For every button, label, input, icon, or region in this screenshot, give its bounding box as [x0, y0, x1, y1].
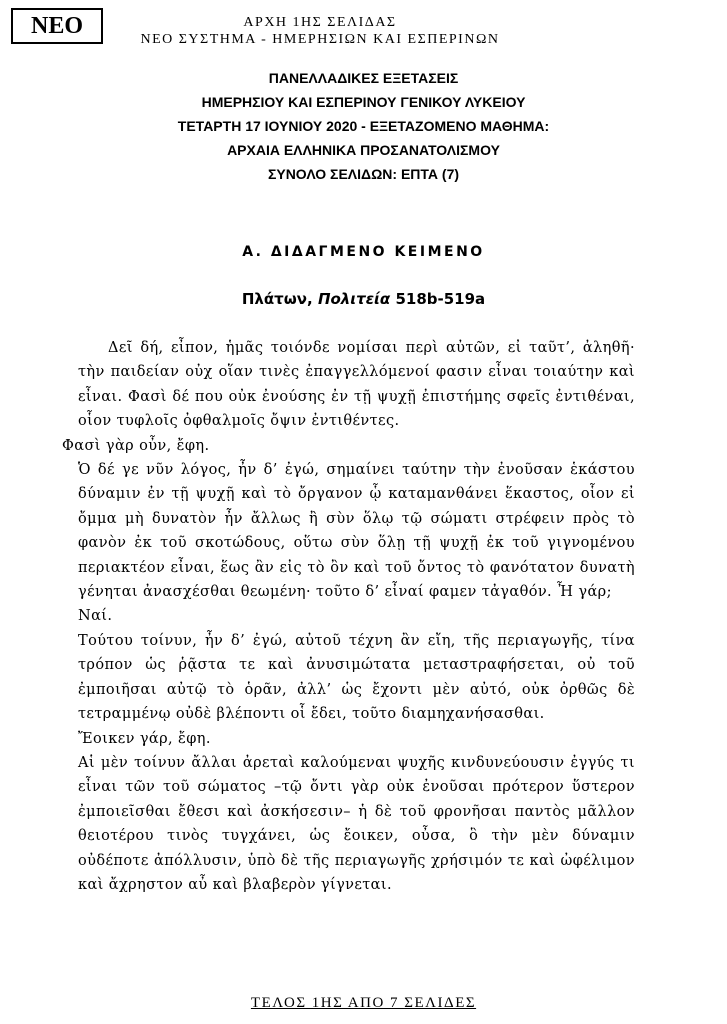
text-paragraph: Τούτου τοίνυν, ἦν δ’ ἐγώ, αὐτοῦ τέχνη ἂν εἴη, τῆς περιαγωγῆς, τίνα τρόπον ὡς ῥᾷστα τε καὶ ἀνυσιμώτατα μεταστραφήσεται, οὐ τοῦ ἐμποιῆσαι αὐτῷ τὸ ὁρᾶν, ἀλλ’ ὡς ἔχοντι μὲν αὐτό, οὐκ ὀρθῶς δὲ τετραμμένῳ οὐδὲ βλέποντι οἷ ἔδει, τοῦτο διαμηχανήσασθαι.: [78, 632, 635, 723]
ancient-text: [62, 336, 635, 897]
text-paragraph: Αἱ μὲν τοίνυν ἄλλαι ἀρεταὶ καλούμεναι ψυχῆς κινδυνεύουσιν ἐγγύς τι εἶναι τῶν τοῦ σώματος –τῷ ὄντι γὰρ οὐκ ἐνοῦσαι πρότερον ὕστερον ἐμποιεῖσθαι ἔθεσι καὶ ἀσκήσεσιν– ἡ δὲ τοῦ φρονῆσαι παντὸς μᾶλλον θειοτέρου τινὸς τυγχάνει, ὡς ἔοικεν, οὖσα, ὃ τὴν μὲν δύναμιν οὐδέποτε ἀπόλλυσιν, ὑπὸ δὲ τῆς περιαγωγῆς χρήσιμόν τε καὶ ὠφέλιμον καὶ ἄχρηστον αὖ καὶ βλαβερὸν γίγνεται.: [78, 754, 635, 893]
page-footer: ΤΕΛΟΣ 1ΗΣ ΑΠΟ 7 ΣΕΛΙΔΕΣ: [250, 995, 477, 1011]
exam-school-type: ΗΜΕΡΗΣΙΟΥ ΚΑΙ ΕΣΠΕΡΙΝΟΥ ΓΕΝΙΚΟΥ ΛΥΚΕΙΟΥ: [201, 94, 526, 110]
text-paragraph: Φασὶ γὰρ οὖν, ἔφη.: [62, 437, 210, 454]
source-work: Πολιτεία: [317, 290, 391, 308]
text-source: [0, 290, 727, 308]
new-system-badge: ΝΕΟ: [11, 8, 103, 44]
text-paragraph: Ὁ δέ γε νῦν λόγος, ἦν δ’ ἐγώ, σημαίνει ταύτην τὴν ἐνοῦσαν ἑκάστου δύναμιν ἐν τῇ ψυχῇ καὶ τὸ ὄργανον ᾧ καταμανθάνει ἕκαστος, οἷον εἰ ὄμμα μὴ δυνατὸν ἦν ἄλλως ἢ σὺν ὅλῳ τῷ σώματι στρέφειν πρὸς τὸ φανὸν ἐκ τοῦ σκοτώδους, οὕτω σὺν ὅλῃ τῇ ψυχῇ ἐκ τοῦ γιγνομένου περιακτέον εἶναι, ἕως ἂν εἰς τὸ ὂν καὶ τοῦ ὄντος τὸ φανότατον δυνατὴ γένηται ἀνασχέσθαι θεωμένη· τοῦτο δ’ εἶναί φαμεν τἀγαθόν. Ἦ γάρ;: [78, 462, 635, 601]
exam-date-subject: ΤΕΤΑΡΤΗ 17 ΙΟΥΝΙΟΥ 2020 - ΕΞΕΤΑΖΟΜΕΝΟ ΜΑΘΗΜΑ:: [177, 118, 550, 134]
page-marker-system: ΝΕΟ ΣΥΣΤΗΜΑ - ΗΜΕΡΗΣΙΩΝ ΚΑΙ ΕΣΠΕΡΙΝΩΝ: [140, 32, 500, 47]
text-paragraph: Ἔοικεν γάρ, ἔφη.: [78, 730, 211, 747]
exam-subject: ΑΡΧΑΙΑ ΕΛΛΗΝΙΚΑ ΠΡΟΣΑΝΑΤΟΛΙΣΜΟΥ: [227, 142, 500, 158]
exam-header: [0, 66, 727, 186]
section-title: Α. ΔΙΔΑΓΜΕΝΟ ΚΕΙΜΕΝΟ: [242, 244, 485, 260]
source-author: Πλάτων,: [241, 290, 313, 308]
exam-title: ΠΑΝΕΛΛΑΔΙΚΕΣ ΕΞΕΤΑΣΕΙΣ: [268, 70, 459, 86]
page-marker-start: ΑΡΧΗ 1ΗΣ ΣΕΛΙΔΑΣ: [243, 15, 397, 30]
page-marker: [120, 14, 520, 48]
source-passage: 518b-519a: [395, 290, 486, 308]
text-paragraph: Δεῖ δή, εἶπον, ἡμᾶς τοιόνδε νομίσαι περὶ αὐτῶν, εἰ ταῦτ’, ἀληθῆ· τὴν παιδείαν οὐχ οἵαν τινὲς ἐπαγγελλόμενοί φασιν εἶναι τοιαύτην καὶ εἶναι. Φασὶ δέ που οὐκ ἐνούσης ἐν τῇ ψυχῇ ἐπιστήμης σφεῖς ἐντιθέναι, οἷον τυφλοῖς ὀφθαλμοῖς ὄψιν ἐντιθέντες.: [78, 340, 635, 430]
exam-page-count: ΣΥΝΟΛΟ ΣΕΛΙΔΩΝ: ΕΠΤΑ (7): [267, 166, 460, 182]
text-paragraph: Ναί.: [78, 608, 113, 625]
